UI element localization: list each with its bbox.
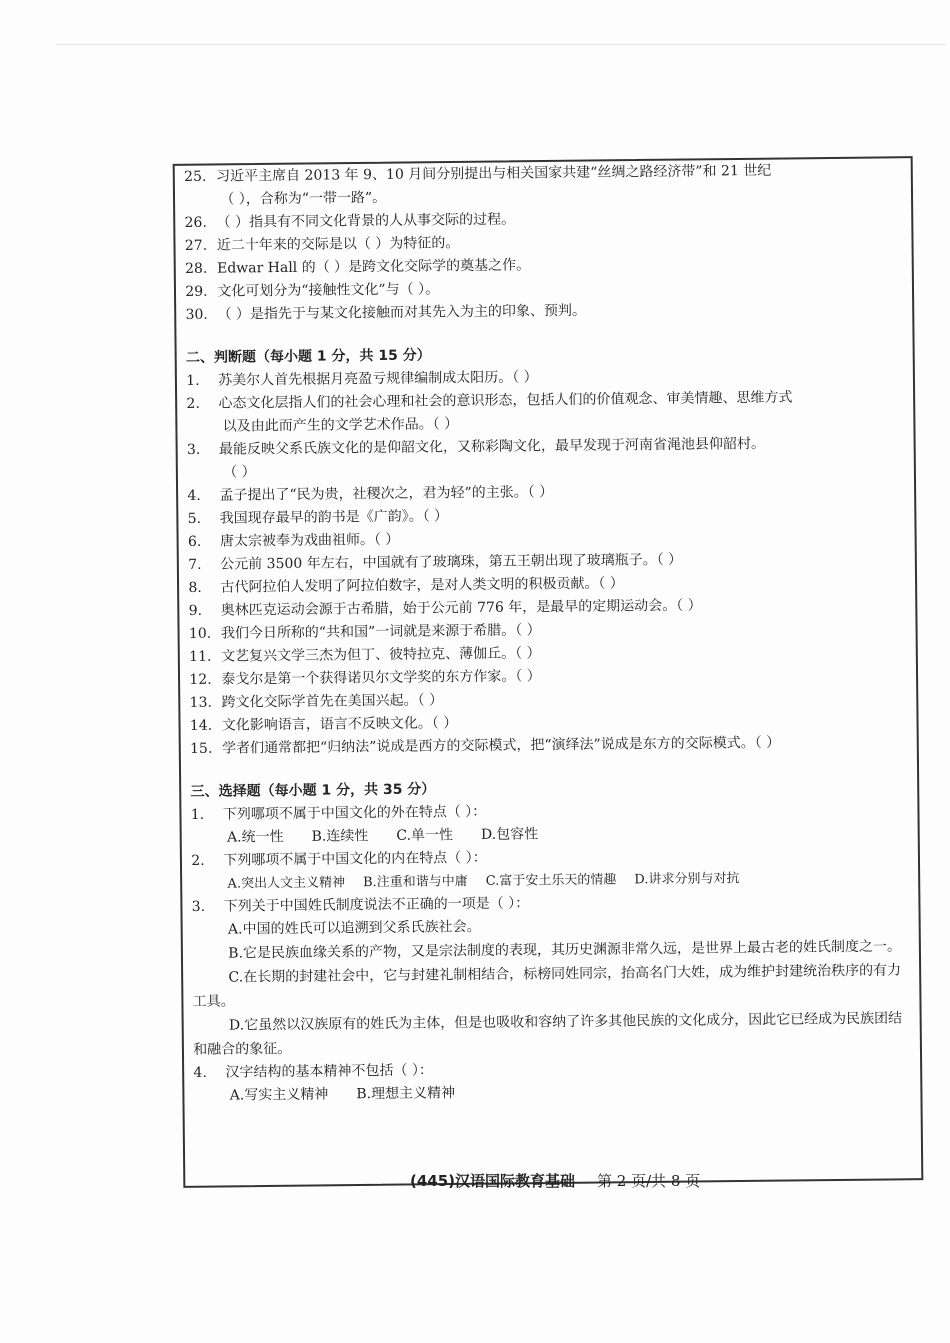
question-number: 28. [184, 260, 208, 277]
question-number: 4. [187, 487, 201, 504]
multiple-choice-section [190, 773, 921, 1108]
option-b: B.它是民族血缘关系的产物，又是宗法制度的表现，其历史渊源非常久远，是世界上最古老的姓氏制度之一。 [228, 938, 902, 962]
question-number: 10. [188, 625, 212, 642]
question-text: 最能反映父系氏族文化的是仰韶文化，又称彩陶文化，最早发现于河南省渑池县仰韶村。 [218, 435, 766, 458]
section-heading: 二、判断题（每小题 1 分，共 15 分） [185, 347, 431, 366]
question-number: 6. [187, 533, 202, 550]
question-text: 奥林匹克运动会源于古希腊，始于公元前 776 年，是最早的定期运动会。（ ） [220, 597, 702, 619]
question-number: 30. [185, 306, 208, 323]
option-d: D.包容性 [480, 826, 539, 843]
question-text: 文艺复兴文学三杰为但丁、彼特拉克、薄伽丘。（ ） [221, 645, 541, 665]
question-number: 15. [190, 740, 213, 757]
exam-title: (445)汉语国际教育基础 [410, 1172, 576, 1190]
question-number: 29. [185, 283, 208, 300]
question-number: 27. [184, 237, 208, 254]
option-a: A.写实主义精神 [229, 1086, 329, 1104]
question-number: 11. [189, 648, 212, 665]
page-number: 第 2 页/共 8 页 [597, 1172, 701, 1190]
question-number: 7. [188, 556, 202, 573]
question-text: 心态文化层指人们的社会心理和社会的意识形态，包括人们的价值观念、审美情趣、思维方式 [218, 389, 793, 412]
question-text: 苏美尔人首先根据月亮盈亏规律编制成太阳历。（ ） [218, 369, 538, 389]
question-text: （ ） [223, 464, 256, 481]
question-text: 跨文化交际学首先在美国兴起。（ ） [221, 692, 444, 711]
question-number: 12. [189, 671, 212, 688]
option-a: A.中国的姓氏可以追溯到父系氏族社会。 [227, 918, 481, 938]
question-text: 公元前 3500 年左右，中国就有了玻璃珠，第五王朝出现了玻璃瓶子。（ ） [220, 551, 683, 573]
question-text: 我国现存最早的韵书是《广韵》。（ ） [219, 508, 449, 527]
option-b: B.理想主义精神 [356, 1085, 456, 1103]
question-number: 26. [184, 214, 207, 231]
question-text: 学者们通常都把“归纳法”说成是西方的交际模式，把“演绎法”说成是东方的交际模式。（ ） [222, 734, 781, 757]
true-false-section [186, 339, 918, 761]
question-number: 8. [188, 579, 202, 596]
question-text: 下列关于中国姓氏制度说法不正确的一项是（ ）： [223, 895, 530, 915]
question-text: （ ）指具有不同文化背景的人从事交际的过程。 [216, 211, 516, 231]
page-footer [410, 1170, 700, 1191]
question-number: 14. [189, 717, 213, 734]
question-text: 下列哪项不属于中国文化的内在特点（ ）： [223, 849, 487, 869]
option-c: C.富于安土乐天的情趣 [485, 872, 617, 889]
option-b: B.连续性 [311, 828, 369, 845]
option-b: B.注重和谐与中庸 [362, 874, 468, 891]
question-text: 近二十年来的交际是以（ ）为特征的。 [216, 235, 460, 254]
exam-content [184, 158, 922, 1108]
question-number: 25. [184, 168, 207, 185]
question-text: 文化可划分为“接触性文化”与（ ）。 [217, 281, 440, 300]
option-c: C.单一性 [396, 827, 454, 844]
question-number: 2. [186, 395, 200, 412]
option-c: C.在长期的封建社会中，它与封建礼制相结合，标榜同姓同宗，抬高名门大姓，成为维护封建统治秩序的有力工具。 [192, 962, 902, 1010]
question-text: 唐太宗被奉为戏曲祖师。（ ） [219, 531, 400, 550]
question-number: 3. [186, 441, 201, 458]
question-text: （ ）是指先于与某文化接触而对其先入为主的印象、预判。 [217, 302, 587, 323]
option-a: A.统一性 [226, 828, 284, 846]
option-d: D.讲求分别与对抗 [634, 871, 740, 888]
question-number: 2. [191, 852, 205, 869]
question-text: 我们今日所称的“共和国”一词就是来源于希腊。（ ） [220, 622, 541, 642]
fill-in-questions [184, 158, 914, 327]
question-text: 汉字结构的基本精神不包括（ ）： [225, 1062, 434, 1081]
question-number: 1. [190, 806, 205, 823]
question-number: 4. [193, 1064, 207, 1081]
question-text: （ ），合称为“一带一路”。 [220, 189, 387, 208]
page-edge-line [56, 44, 946, 45]
question-text: 古代阿拉伯人发明了阿拉伯数字，是对人类文明的积极贡献。（ ） [220, 575, 624, 596]
option-a: A.突出人文主义精神 [227, 875, 346, 892]
question-text: Edwar Hall 的（ ）是跨文化交际学的奠基之作。 [216, 257, 531, 277]
question-number: 1. [186, 372, 200, 389]
question-text: 文化影响语言，语言不反映文化。（ ） [221, 715, 458, 734]
question-text: 习近平主席自 2013 年 9、10 月间分别提出与相关国家共建“丝绸之路经济带”和 21 世纪 [216, 162, 772, 185]
question-number: 13. [189, 694, 212, 711]
question-number: 3. [191, 898, 206, 915]
question-text: 孟子提出了“民为贵，社稷次之，君为轻”的主张。（ ） [219, 484, 554, 504]
question-number: 5. [187, 510, 202, 527]
question-text: 下列哪项不属于中国文化的外在特点（ ）： [222, 803, 487, 823]
question-text: 泰戈尔是第一个获得诺贝尔文学奖的东方作家。（ ） [221, 668, 541, 688]
section-heading: 三、选择题（每小题 1 分，共 35 分） [190, 781, 436, 800]
option-d: D.它虽然以汉族原有的姓氏为主体，但是也吸收和容纳了许多其他民族的文化成分，因此它已经成为民族团结和融合的象征。 [193, 1010, 903, 1058]
question-text: 以及由此而产生的文学艺术作品。（ ） [222, 416, 459, 435]
question-number: 9. [188, 602, 203, 619]
